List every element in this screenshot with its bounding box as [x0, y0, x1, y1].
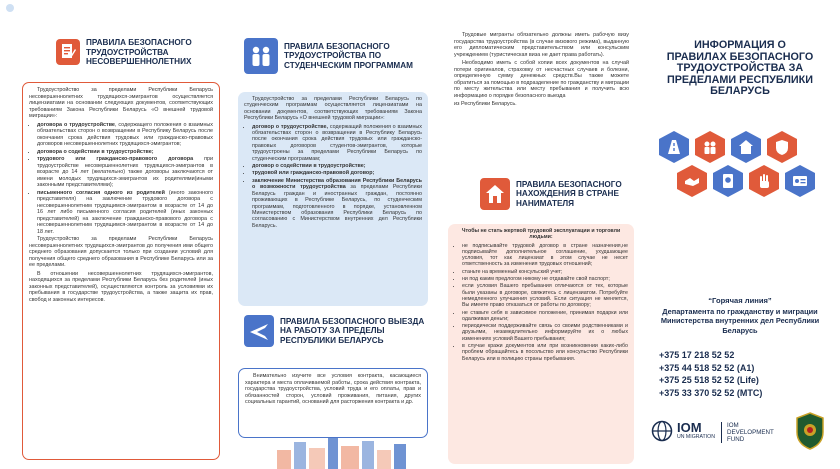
section-header-minors: [56, 38, 232, 67]
department-name: Департамента по гражданству и миграции Министерства внутренних дел Республики Беларусь: [660, 307, 820, 335]
document-list: [244, 124, 422, 230]
document-list: [29, 122, 213, 236]
visa-text: [454, 32, 629, 110]
column-students: [232, 0, 432, 469]
list-item: • если условия Вашего пребывания отличаются от тех, которые были указаны в договоре, свяжитесь с лицензиатом. Потребуйте немедленного улучшения условий. Если ситуация не меняется, Вы имеете право отказаться от работы по договору;: [462, 283, 628, 308]
section-title: ПРАВИЛА БЕЗОПАСНОГО ТРУДОУСТРОЙСТВА НЕСОВЕРШЕННОЛЕТНИХ: [86, 38, 192, 67]
students-panel: [238, 92, 428, 306]
paragraph: из Республики Беларусь.: [454, 101, 517, 107]
list-item: • договор о трудоустройстве, содержащий положения о взаимных обязательствах сторон о возвращении в Республику Беларусь после окончания срока действия трудовых или гражданско-правовых договоров студентов-эмигрантов, которые трудоустроены за пределами Республики Беларусь по студенческим программам;: [252, 124, 422, 162]
handshake-icon: [675, 164, 709, 198]
section-header-stay: [480, 178, 637, 210]
paragraph: Трудовые мигранты обязательно должны иметь рабочую визу государства трудоустройства (в случае визового режима), выданную его дипломатическим представительством или консульским учреждением (туристическая виза не дает права работать).: [454, 32, 629, 58]
shield-person-icon: [765, 130, 799, 164]
paragraph: В отношении несовершеннолетних трудящихся-эмигрантов, находящихся за пределами Республики Беларусь без родителей (иных законных представителей), осуществляются контроль за условиями их пребывания в государстве трудоустройства, а также защита их прав, свобод и законных интересов.: [29, 270, 213, 303]
students-icon: [244, 38, 278, 74]
paragraph: Трудоустройство за пределами Республики Беларусь по студенческим программам осуществляется лицензиатами на основании документов, соответствующих требованиям Закона Республики Беларусь «О внешней трудовой миграции»:: [244, 96, 422, 122]
section-title: ПРАВИЛА БЕЗОПАСНОГО НАХОЖДЕНИЯ В СТРАНЕ НАНИМАТЕЛЯ: [516, 179, 622, 208]
paragraph: Трудоустройство за пределами Республики Беларусь несовершеннолетних трудящихся-эмигрантов осуществляется лицензиатами на основании следующих документов, соответствующих требованиям Закона Республики Беларусь «О внешней трудовой миграции»:: [29, 87, 213, 119]
iom-logo-text: IOM: [677, 420, 702, 435]
column-visa-stay: [432, 0, 637, 469]
fund-logo-line: FUND: [727, 436, 745, 443]
column-minors: [0, 0, 232, 469]
fund-logo-line: IOM: [727, 422, 739, 429]
list-item: • трудового или гражданско-правового договора при трудоустройстве несовершеннолетних трудящихся-эмигрантов в возрасте до 14 лет (желательно) также договоры заключаются от имени молодых трудящихся-эмигрантов их родителями(иными законными представителями);: [37, 156, 213, 189]
city-skyline-illustration: [272, 436, 422, 469]
list-item: • ни под каким предлогом никому не отдавайте свой паспорт;: [462, 276, 628, 282]
column-cover: [637, 0, 840, 469]
stop-hand-icon: [747, 164, 781, 198]
decor-dot: [6, 4, 14, 12]
road-icon: [657, 130, 691, 164]
iom-logo: [651, 420, 715, 442]
departure-panel: [238, 368, 428, 438]
house-icon: [480, 178, 510, 210]
page-title: ИНФОРМАЦИЯ О ПРАВИЛАХ БЕЗОПАСНОГО ТРУДОУСТРОЙСТВА ЗА ПРЕДЕЛАМИ РЕСПУБЛИКИ БЕЛАРУСЬ: [666, 39, 814, 98]
paragraph: Трудоустройство за пределами Республики Беларусь несовершеннолетних трудящихся-эмигрантов до получения ими общего среднего образования допускается только при создании условий для получения общего среднего образования в Республике Беларусь или за ее пределами.: [29, 236, 213, 268]
plane-icon: [244, 315, 274, 347]
phone-number[interactable]: +375 17 218 52 52: [659, 350, 735, 360]
paragraph: Необходимо иметь с собой копии всех документов на случай потери оригиналов, страховку от несчастных случаев и болезни, определенную сумму денежных средств.Вы также можете обратиться за помощью в подразделение по гражданству и миграции по месту жительства или месту пребывания и получить всю информацию о порядке безопасного выезда: [454, 60, 629, 99]
section-header-departure: [244, 315, 432, 347]
list-item: • заключение Министерства образования Республики Беларусь о возможности трудоустройства за пределами Республики Беларусь граждан и иностранных граждан, постоянно проживающих в Республике Беларусь, по студенческим программам, подготовленного в порядке, установленном Министерством образования Республики Беларусь по согласованию с Министерством внутренних дел Республики Беларусь.: [252, 178, 422, 229]
paragraph: Внимательно изучите все условия контракта, касающиеся характера и места оплачиваемой работы, срока действия контракта, государства трудоустройства, условий труда и его оплаты, прав и обязанностей сторон, условий проживания, питания, других социальных гарантий, оснований для расторжения контракта и др.: [245, 373, 421, 405]
list-item: • не подписывайте трудовой договор в стране назначения,не подписывайте дополнительное соглашение, ухудшающее условия, тот как лицензиат в этом случае не несет ответственность за изменения трудовых отношений;: [462, 243, 628, 268]
ministry-emblem-icon: [795, 412, 825, 450]
list-item: • не ставьте себя в зависимое положение, принимая подарки или одалживая деньги;: [462, 310, 628, 323]
globe-icon: [651, 420, 673, 442]
list-item: • в случае кражи документов или при возникновении каких-либо проблем обращайтесь в посольство или консульство Республики Беларусь или в полицию страны пребывания.: [462, 343, 628, 362]
list-item: • договора о содействии в трудоустройстве;: [37, 149, 213, 156]
phone-number[interactable]: +375 44 518 52 52 (A1): [659, 362, 755, 373]
home-icon: [729, 130, 763, 164]
lead-text: Чтобы не стать жертвой трудовой эксплуатации и торговли людьми:: [461, 228, 621, 241]
section-header-students: [244, 38, 432, 74]
section-title: ПРАВИЛА БЕЗОПАСНОГО ТРУДОУСТРОЙСТВА ПО СТУДЕНЧЕСКИМ ПРОГРАММАМ: [284, 41, 413, 70]
list-item: • договора о трудоустройстве, содержащего положения о взаимных обязательствах сторон о возвращении в Республику Беларусь после окончания срока действия трудовых или гражданско-правовых договоров несовершеннолетних трудящихся-эмигрантов;: [37, 122, 213, 148]
section-title: ПРАВИЛА БЕЗОПАСНОГО ВЫЕЗДА НА РАБОТУ ЗА ПРЕДЕЛЫ РЕСПУБЛИКИ БЕЛАРУСЬ: [280, 316, 425, 345]
iom-logo-subtitle: UN MIGRATION: [677, 434, 715, 440]
fund-logo-line: DEVELOPMENT: [727, 429, 774, 436]
list-item: • периодически поддерживайте связь со своими родственниками и друзьями, незамедлительно информируйте их о любых изменениях условий Вашего пребывания;: [462, 323, 628, 342]
phone-list: [659, 349, 829, 399]
stay-rules-panel: [448, 224, 634, 464]
id-card-icon: [783, 164, 817, 198]
passport-icon: [711, 164, 745, 198]
document-pen-icon: [56, 39, 80, 65]
list-item: • договор о содействии в трудоустройстве;: [252, 163, 422, 169]
minors-panel: [22, 82, 220, 460]
iom-fund-logo: [721, 422, 774, 443]
list-item: • письменного согласия одного из родителей (иного законного представителя) на заключение трудового договора с несовершеннолетним трудящимся-эмигрантом в возрасте от 14 до 16 лет либо письменного согласия родителей (иных законных представителей) на заключение гражданско-правового договора с несовершеннолетним трудящимся-эмигрантом в возрасте от 14 до 18 лет.: [37, 190, 213, 236]
list-item: • станьте на временный консульский учет;: [462, 269, 628, 275]
phone-number[interactable]: +375 25 518 52 52 (Life): [659, 375, 759, 386]
phone-number[interactable]: +375 33 370 52 52 (МТС): [659, 387, 763, 398]
rules-list: [454, 243, 628, 362]
hotline-label: “Горячая линия”: [708, 296, 772, 305]
workers-icon: [693, 130, 727, 164]
list-item: • трудовой или гражданско-правовой договор;: [252, 170, 422, 176]
